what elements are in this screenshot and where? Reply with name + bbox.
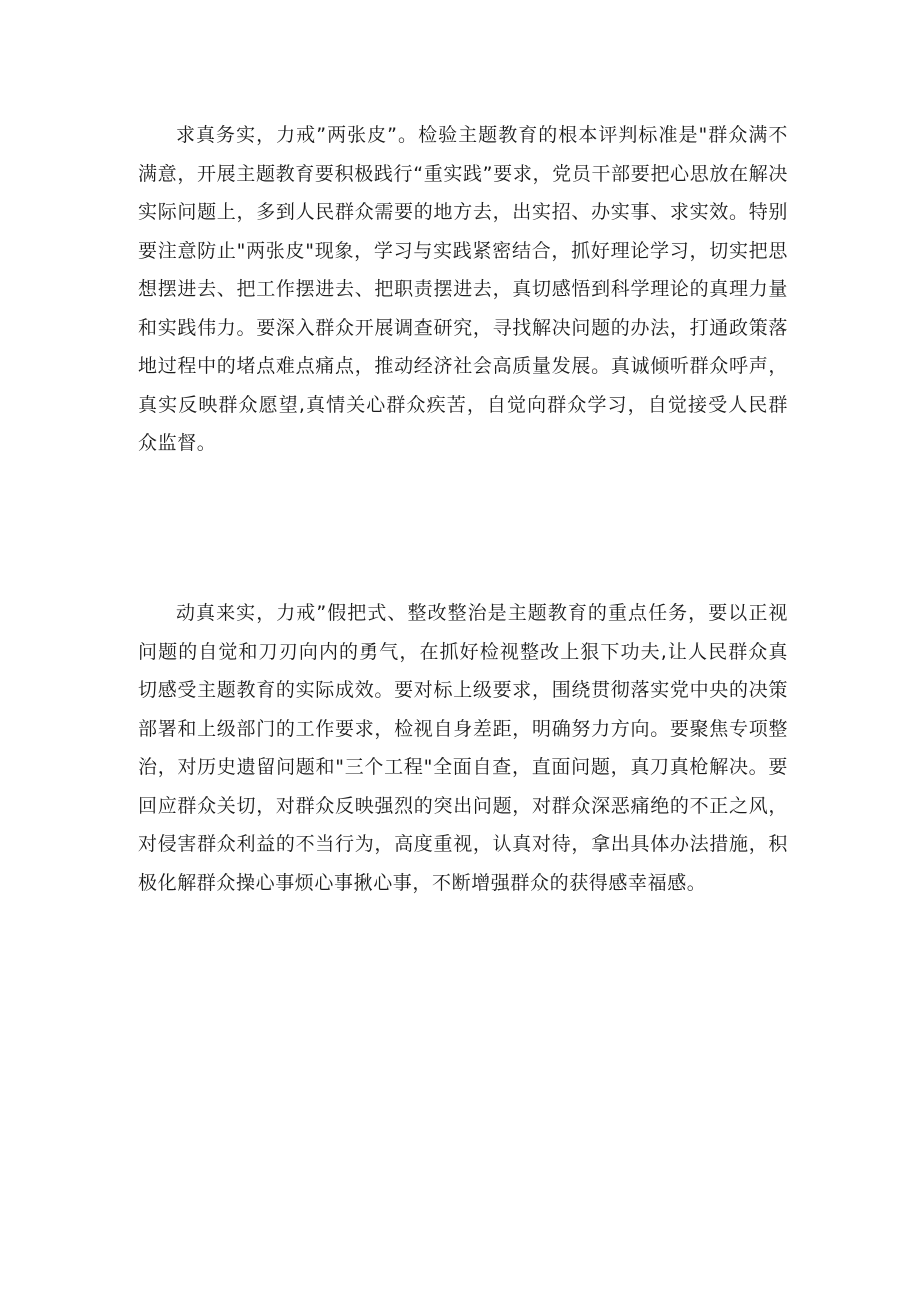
paragraph-seek-truth: 求真务实，力戒”两张皮”。检验主题教育的根本评判标准是"群众满不满意，开展主题教育要积极践行“重实践”要求，党员干部要把心思放在解决实际问题上，多到人民群众需要的地方去，出实招、办实事、求实效。特别要注意防止"两张皮"现象，学习与实践紧密结合，抓好理论学习，切实把思想摆进去、把工作摆进去、把职责摆进去，真切感悟到科学理论的真理力量和实践伟力。要深入群众开展调查研究，寻找解决问题的办法，打通政策落地过程中的堵点难点痛点，推动经济社会高质量发展。真诚倾听群众呼声，真实反映群众愿望,真情关心群众疾苦，自觉向群众学习，自觉接受人民群众监督。 (138, 124, 788, 454)
paragraph-take-action: 动真来实，力戒”假把式、整改整治是主题教育的重点任务，要以正视问题的自觉和刀刃向内的勇气，在抓好检视整改上狠下功夫,让人民群众真切感受主题教育的实际成效。要对标上级要求，围绕贯彻落实党中央的决策部署和上级部门的工作要求，检视自身差距，明确努力方向。要聚焦专项整治，对历史遗留问题和"三个工程"全面自查，直面问题，真刀真枪解决。要回应群众关切，对群众反映强烈的突出问题，对群众深恶痛绝的不正之风，对侵害群众利益的不当行为，高度重视，认真对待，拿出具体办法措施，积极化解群众操心事烦心事揪心事，不断增强群众的获得感幸福感。 (138, 602, 788, 894)
